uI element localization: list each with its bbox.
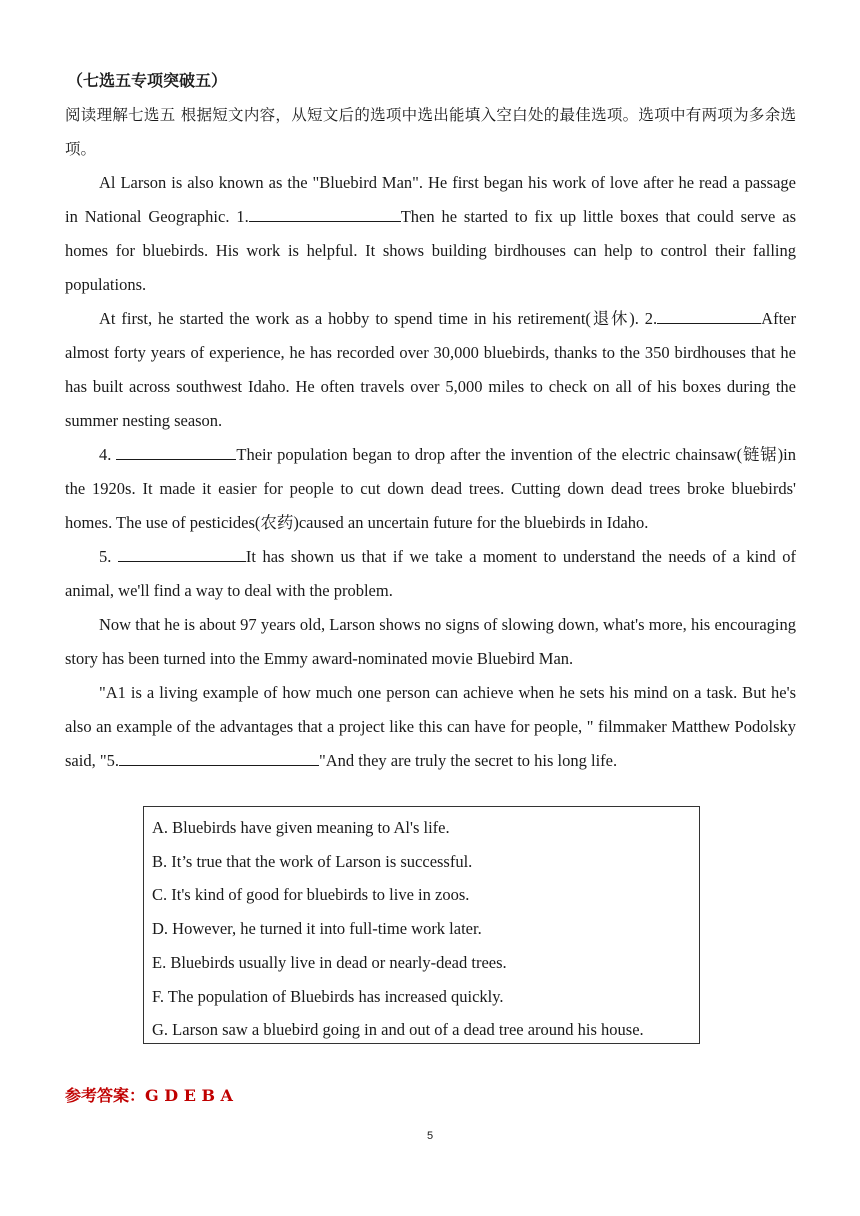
document-page: [65, 64, 796, 778]
answer-blank-5a: [118, 544, 246, 562]
page-number: 5: [426, 1130, 434, 1142]
paragraph-text: 5.: [99, 547, 118, 566]
answer-blank-5b: [119, 748, 319, 766]
paragraph-text: 4.: [99, 445, 117, 464]
option-d: D. However, he turned it into full-time work later.: [152, 919, 482, 939]
passage-paragraph-4: [65, 540, 796, 608]
passage-paragraph-2: [65, 302, 796, 438]
option-f: F. The population of Bluebirds has increased quickly.: [152, 986, 504, 1006]
paragraph-text: Al Larson is also known as the "Bluebird Man". He first began his work of love after he read a passage in National Geographic. 1.: [65, 173, 796, 226]
answer-blank-1: [249, 204, 401, 222]
paragraph-text: It has shown us that if we take a moment to understand the needs of a kind of animal, we'll find a way to deal with the problem.: [65, 547, 797, 600]
passage-paragraph-1: [65, 166, 796, 302]
paragraph-text: Their population began to drop after the invention of the electric chainsaw(链锯)in the 1920s. It made it easier for people to cut down dead trees. Cutting down dead trees broke bluebirds' homes. The use of pesticides(农药)caused an uncertain future for the bluebirds in Idaho.: [65, 445, 797, 532]
answer-blank-4: [116, 442, 236, 460]
instructions: 阅读理解七选五 根据短文内容，从短文后的选项中选出能填入空白处的最佳选项。选项中有两项为多余选项。: [65, 106, 796, 158]
options-box: [143, 806, 700, 1044]
option-b: B. It’s true that the work of Larson is successful.: [152, 851, 473, 871]
option-e: E. Bluebirds usually live in dead or nearly-dead trees.: [152, 952, 507, 972]
option-a: A. Bluebirds have given meaning to Al's life.: [152, 818, 450, 837]
paragraph-text: "A1 is a living example of how much one person can achieve when he sets his mind on a task. But he's also an example of the advantages that a project like this can have for people, " filmmaker Matthew Podolsky said, "5.: [65, 683, 796, 770]
option-g: G. Larson saw a bluebird going in and out of a dead tree around his house.: [152, 1020, 644, 1040]
answer-key: [65, 1082, 233, 1110]
paragraph-text: Then he started to fix up little boxes that could serve as homes for bluebirds. His work is helpful. It shows building birdhouses can help to control their falling populations.: [65, 207, 796, 294]
answer-blank-2: [657, 306, 761, 324]
answer-label: 参考答案：: [65, 1086, 146, 1105]
paragraph-text: After almost forty years of experience, he has recorded over 30,000 bluebirds, thanks to the 350 birdhouses that he has built across southwest Idaho. He often travels over 5,000 miles to check on all of his boxes during the summer nesting season.: [65, 309, 796, 430]
answer-value: G D E B A: [145, 1086, 233, 1105]
paragraph-text: "And they are truly the secret to his long life.: [318, 751, 618, 770]
passage-paragraph-5: Now that he is about 97 years old, Larson shows no signs of slowing down, what's more, his encouraging story has been turned into the Emmy award-nominated movie Bluebird Man.: [65, 615, 796, 668]
paragraph-text: At first, he started the work as a hobby to spend time in his retirement(退休). 2.: [99, 309, 658, 328]
option-c: C. It's kind of good for bluebirds to live in zoos.: [152, 885, 470, 905]
passage-paragraph-6: [65, 676, 796, 778]
section-heading: （七选五专项突破五）: [67, 71, 228, 90]
passage-paragraph-3: [65, 438, 796, 540]
